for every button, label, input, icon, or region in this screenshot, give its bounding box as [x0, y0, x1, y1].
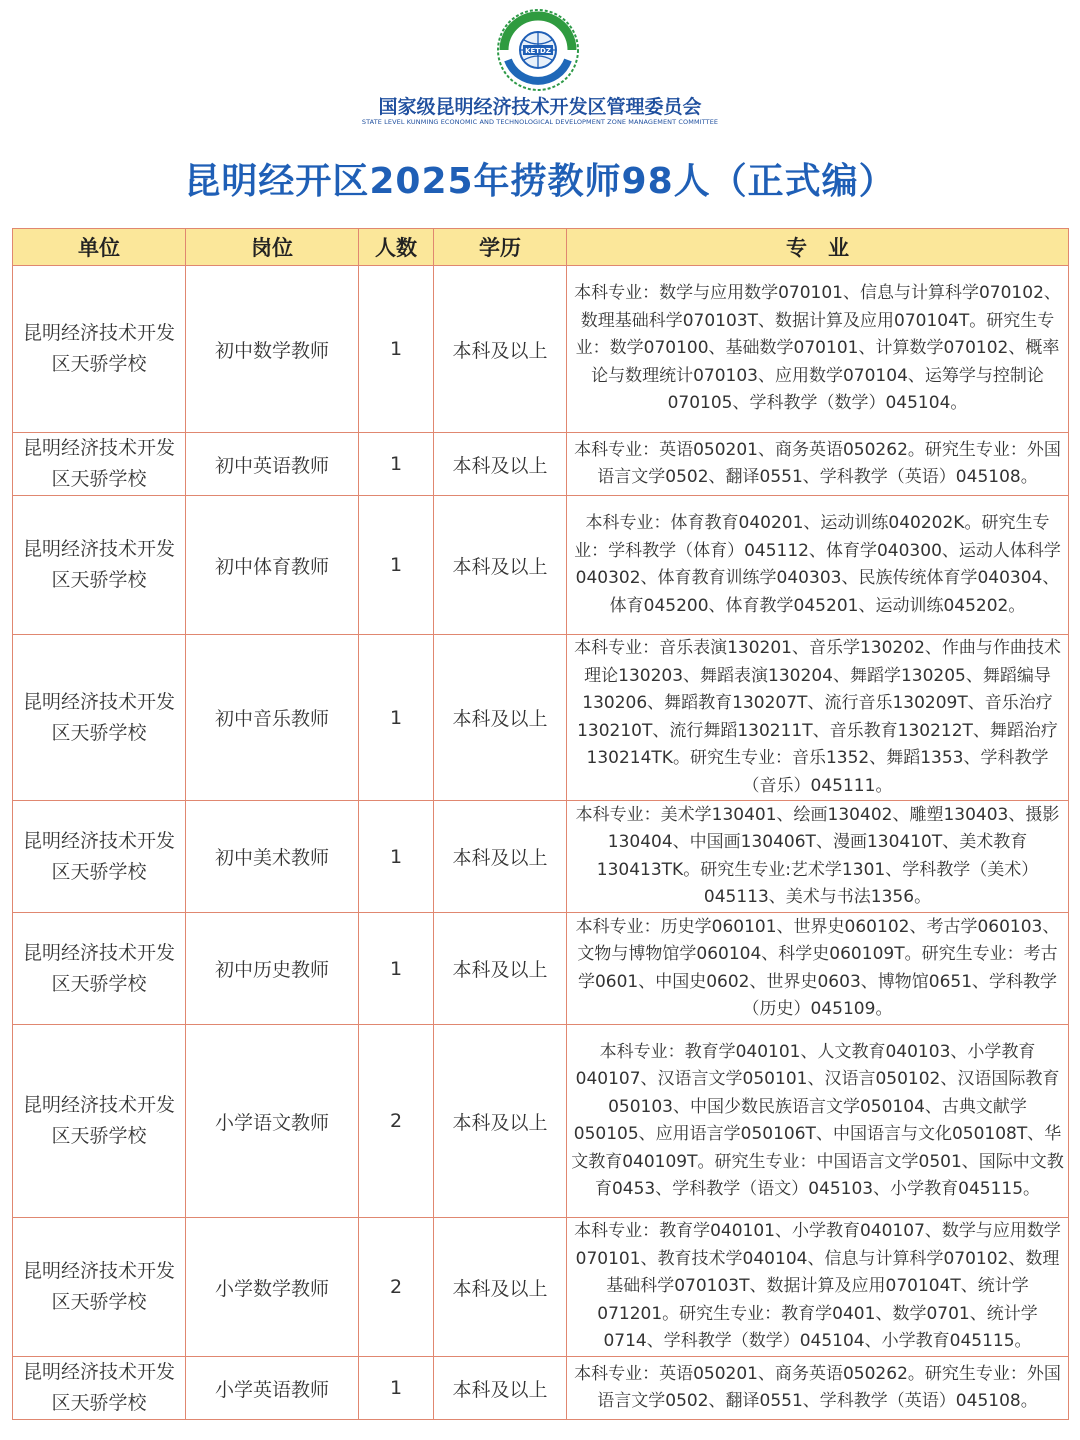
- table-row: [13, 266, 1069, 433]
- cell-unit: 昆明经济技术开发区天骄学校: [13, 496, 186, 635]
- cell-post: 小学英语教师: [186, 1357, 359, 1420]
- page-header: [0, 0, 1080, 222]
- cell-education: 本科及以上: [434, 266, 567, 433]
- cell-count: 1: [359, 496, 434, 635]
- cell-major: 本科专业：数学与应用数学070101、信息与计算科学070102、数理基础科学070103T、数据计算及应用070104T。研究生专业：数学070100、基础数学070101、计算数学070102、概率论与数理统计070103、应用数学070104、运筹学与控制论070105、学科教学（数学）045104。: [567, 266, 1069, 433]
- cell-post: 小学语文教师: [186, 1025, 359, 1218]
- header-education: 学历: [434, 229, 567, 266]
- cell-major: 本科专业：教育学040101、小学教育040107、数学与应用数学070101、教育技术学040104、信息与计算科学070102、数理基础科学070103T、数据计算及应用070104T、统计学071201。研究生专业：教育学0401、数学0701、统计学0714、学科教学（数学）045104、小学教育045115。: [567, 1218, 1069, 1357]
- table-row: [13, 496, 1069, 635]
- cell-major: 本科专业：历史学060101、世界史060102、考古学060103、文物与博物馆学060104、科学史060109T。研究生专业：考古学0601、中国史0602、世界史0603、博物馆0651、学科教学（历史）045109。: [567, 913, 1069, 1025]
- cell-major: 本科专业：教育学040101、人文教育040103、小学教育040107、汉语言文学050101、汉语言050102、汉语国际教育050103、中国少数民族语言文学050104、古典文献学050105、应用语言学050106T、中国语言与文化050108T、华文教育040109T。研究生专业：中国语言文学0501、国际中文教育0453、学科教学（语文）045103、小学教育045115。: [567, 1025, 1069, 1218]
- cell-post: 初中美术教师: [186, 801, 359, 913]
- cell-count: 2: [359, 1025, 434, 1218]
- table-row: [13, 1025, 1069, 1218]
- org-name-en: STATE LEVEL KUNMING ECONOMIC AND TECHNOLOGICAL DEVELOPMENT ZONE MANAGEMENT COMMITTEE: [361, 118, 719, 126]
- cell-count: 1: [359, 266, 434, 433]
- cell-education: 本科及以上: [434, 1218, 567, 1357]
- cell-education: 本科及以上: [434, 496, 567, 635]
- cell-education: 本科及以上: [434, 801, 567, 913]
- cell-post: 初中音乐教师: [186, 635, 359, 801]
- cell-unit: 昆明经济技术开发区天骄学校: [13, 801, 186, 913]
- cell-major: 本科专业：体育教育040201、运动训练040202K。研究生专业：学科教学（体育）045112、体育学040300、运动人体科学040302、体育教育训练学040303、民族传统体育学040304、体育045200、体育教学045201、运动训练045202。: [567, 496, 1069, 635]
- cell-post: 初中体育教师: [186, 496, 359, 635]
- ketdz-logo: [490, 4, 586, 94]
- table-row: [13, 1357, 1069, 1420]
- header-unit: 单位: [13, 229, 186, 266]
- cell-post: 初中数学教师: [186, 266, 359, 433]
- cell-unit: 昆明经济技术开发区天骄学校: [13, 1357, 186, 1420]
- cell-unit: 昆明经济技术开发区天骄学校: [13, 433, 186, 496]
- cell-count: 1: [359, 801, 434, 913]
- table-row: [13, 913, 1069, 1025]
- cell-unit: 昆明经济技术开发区天骄学校: [13, 1025, 186, 1218]
- cell-count: 1: [359, 1357, 434, 1420]
- cell-major: 本科专业：美术学130401、绘画130402、雕塑130403、摄影130404、中国画130406T、漫画130410T、美术教育130413TK。研究生专业:艺术学1301、学科教学（美术）045113、美术与书法1356。: [567, 801, 1069, 913]
- cell-education: 本科及以上: [434, 1025, 567, 1218]
- cell-education: 本科及以上: [434, 913, 567, 1025]
- cell-post: 小学数学教师: [186, 1218, 359, 1357]
- recruitment-table: [12, 228, 1069, 1420]
- cell-post: 初中历史教师: [186, 913, 359, 1025]
- table-row: [13, 433, 1069, 496]
- cell-education: 本科及以上: [434, 635, 567, 801]
- cell-education: 本科及以上: [434, 1357, 567, 1420]
- cell-count: 1: [359, 433, 434, 496]
- page-title: 昆明经开区2025年捞教师98人（正式编）: [184, 161, 896, 202]
- table-row: [13, 635, 1069, 801]
- table-row: [13, 801, 1069, 913]
- cell-major: 本科专业：英语050201、商务英语050262。研究生专业：外国语言文学0502、翻译0551、学科教学（英语）045108。: [567, 433, 1069, 496]
- table-row: [13, 1218, 1069, 1357]
- cell-major: 本科专业：音乐表演130201、音乐学130202、作曲与作曲技术理论130203、舞蹈表演130204、舞蹈学130205、舞蹈编导130206、舞蹈教育130207T、流行音乐130209T、音乐治疗130210T、流行舞蹈130211T、音乐教育130212T、舞蹈治疗130214TK。研究生专业：音乐1352、舞蹈1353、学科教学（音乐）045111。: [567, 635, 1069, 801]
- cell-major: 本科专业：英语050201、商务英语050262。研究生专业：外国语言文学0502、翻译0551、学科教学（英语）045108。: [567, 1357, 1069, 1420]
- header-count: 人数: [359, 229, 434, 266]
- table-header-row: [13, 229, 1069, 266]
- org-name: 国家级昆明经济技术开发区管理委员会: [378, 96, 702, 118]
- cell-count: 1: [359, 635, 434, 801]
- cell-unit: 昆明经济技术开发区天骄学校: [13, 266, 186, 433]
- svg-text:KETDZ: KETDZ: [525, 47, 551, 55]
- header-post: 岗位: [186, 229, 359, 266]
- cell-unit: 昆明经济技术开发区天骄学校: [13, 1218, 186, 1357]
- cell-count: 2: [359, 1218, 434, 1357]
- cell-education: 本科及以上: [434, 433, 567, 496]
- header-major: 专 业: [567, 229, 1069, 266]
- cell-unit: 昆明经济技术开发区天骄学校: [13, 635, 186, 801]
- cell-count: 1: [359, 913, 434, 1025]
- cell-unit: 昆明经济技术开发区天骄学校: [13, 913, 186, 1025]
- cell-post: 初中英语教师: [186, 433, 359, 496]
